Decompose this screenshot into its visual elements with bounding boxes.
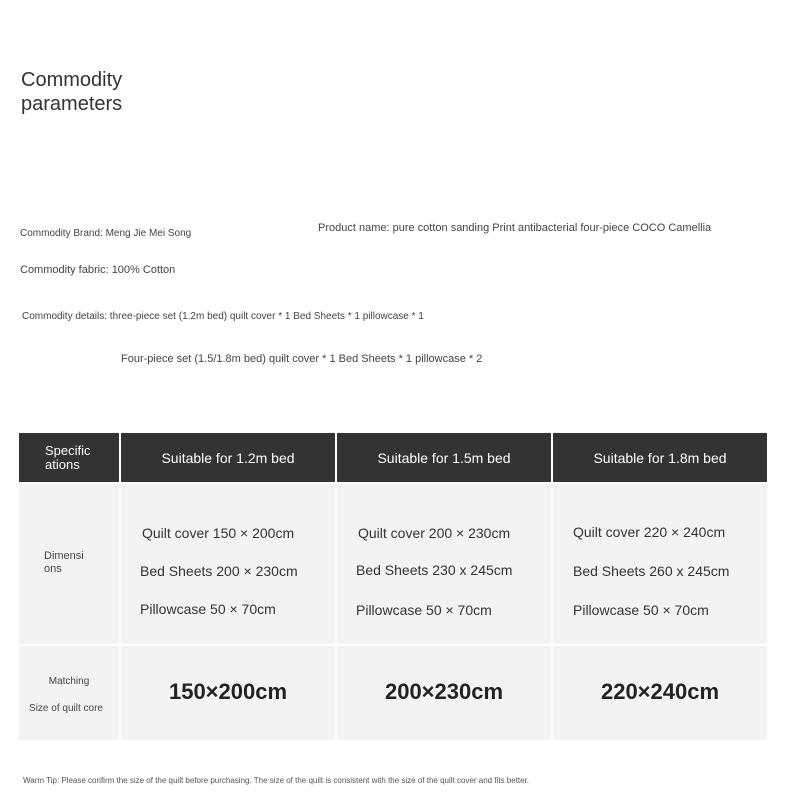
dim-pillowcase: Pillowcase 50 × 70cm: [573, 602, 709, 618]
dim-quilt-cover: Quilt cover 150 × 200cm: [142, 525, 295, 541]
header-1-5m: [337, 433, 551, 482]
dimensions-label-cell: [19, 484, 119, 644]
core-size-cell-1-2m: [121, 646, 335, 740]
dim-bed-sheets: Bed Sheets 200 × 230cm: [140, 563, 298, 579]
dim-quilt-cover: Quilt cover 220 × 240cm: [573, 524, 726, 540]
dimensions-cell-1-2m: [121, 484, 335, 644]
dim-bed-sheets: Bed Sheets 230 x 245cm: [356, 562, 513, 578]
header-1-2m-label: Suitable for 1.2m bed: [161, 449, 295, 466]
warm-tip: Warm Tip: Please confirm the size of the quilt before purchasing. The size of the quilt is consistent with the size of the quilt cover and fits better.: [23, 776, 530, 785]
core-size-value: 150×200cm: [168, 679, 288, 704]
matching-label: Matching: [48, 676, 90, 687]
dim-pillowcase: Pillowcase 50 × 70cm: [140, 601, 276, 617]
header-1-2m: [121, 433, 335, 482]
matching-label-cell: [19, 646, 119, 740]
dimensions-cell-1-8m: [553, 484, 767, 644]
product-name-param: Product name: pure cotton sanding Print antibacterial four-piece COCO Camellia: [318, 222, 712, 234]
dimensions-label: Dimensi ons: [44, 550, 84, 575]
header-1-5m-label: Suitable for 1.5m bed: [377, 449, 511, 466]
dim-bed-sheets: Bed Sheets 260 x 245cm: [573, 563, 730, 579]
brand-param: Commodity Brand: Meng Jie Mei Song: [20, 228, 192, 239]
header-1-8m-label: Suitable for 1.8m bed: [593, 449, 727, 466]
core-size-value: 220×240cm: [600, 679, 720, 704]
fabric-param: Commodity fabric: 100% Cotton: [20, 264, 176, 276]
page-title: Commodity parameters: [21, 69, 123, 115]
core-size-value: 200×230cm: [384, 679, 504, 704]
quilt-core-size-label: Size of quilt core: [29, 703, 103, 714]
header-specifications: [19, 433, 119, 482]
header-specifications-label: Specific ations: [45, 442, 91, 472]
core-size-cell-1-5m: [337, 646, 551, 740]
details-param: Commodity details: three-piece set (1.2m bed) quilt cover * 1 Bed Sheets * 1 pillowcase * 1: [22, 311, 424, 322]
core-size-cell-1-8m: [553, 646, 767, 740]
dim-quilt-cover: Quilt cover 200 × 230cm: [358, 525, 511, 541]
header-1-8m: [553, 433, 767, 482]
dimensions-cell-1-5m: [337, 484, 551, 644]
dim-pillowcase: Pillowcase 50 × 70cm: [356, 602, 492, 618]
details-param-continued: Four-piece set (1.5/1.8m bed) quilt cover * 1 Bed Sheets * 1 pillowcase * 2: [121, 353, 483, 365]
spec-table: [19, 433, 767, 740]
